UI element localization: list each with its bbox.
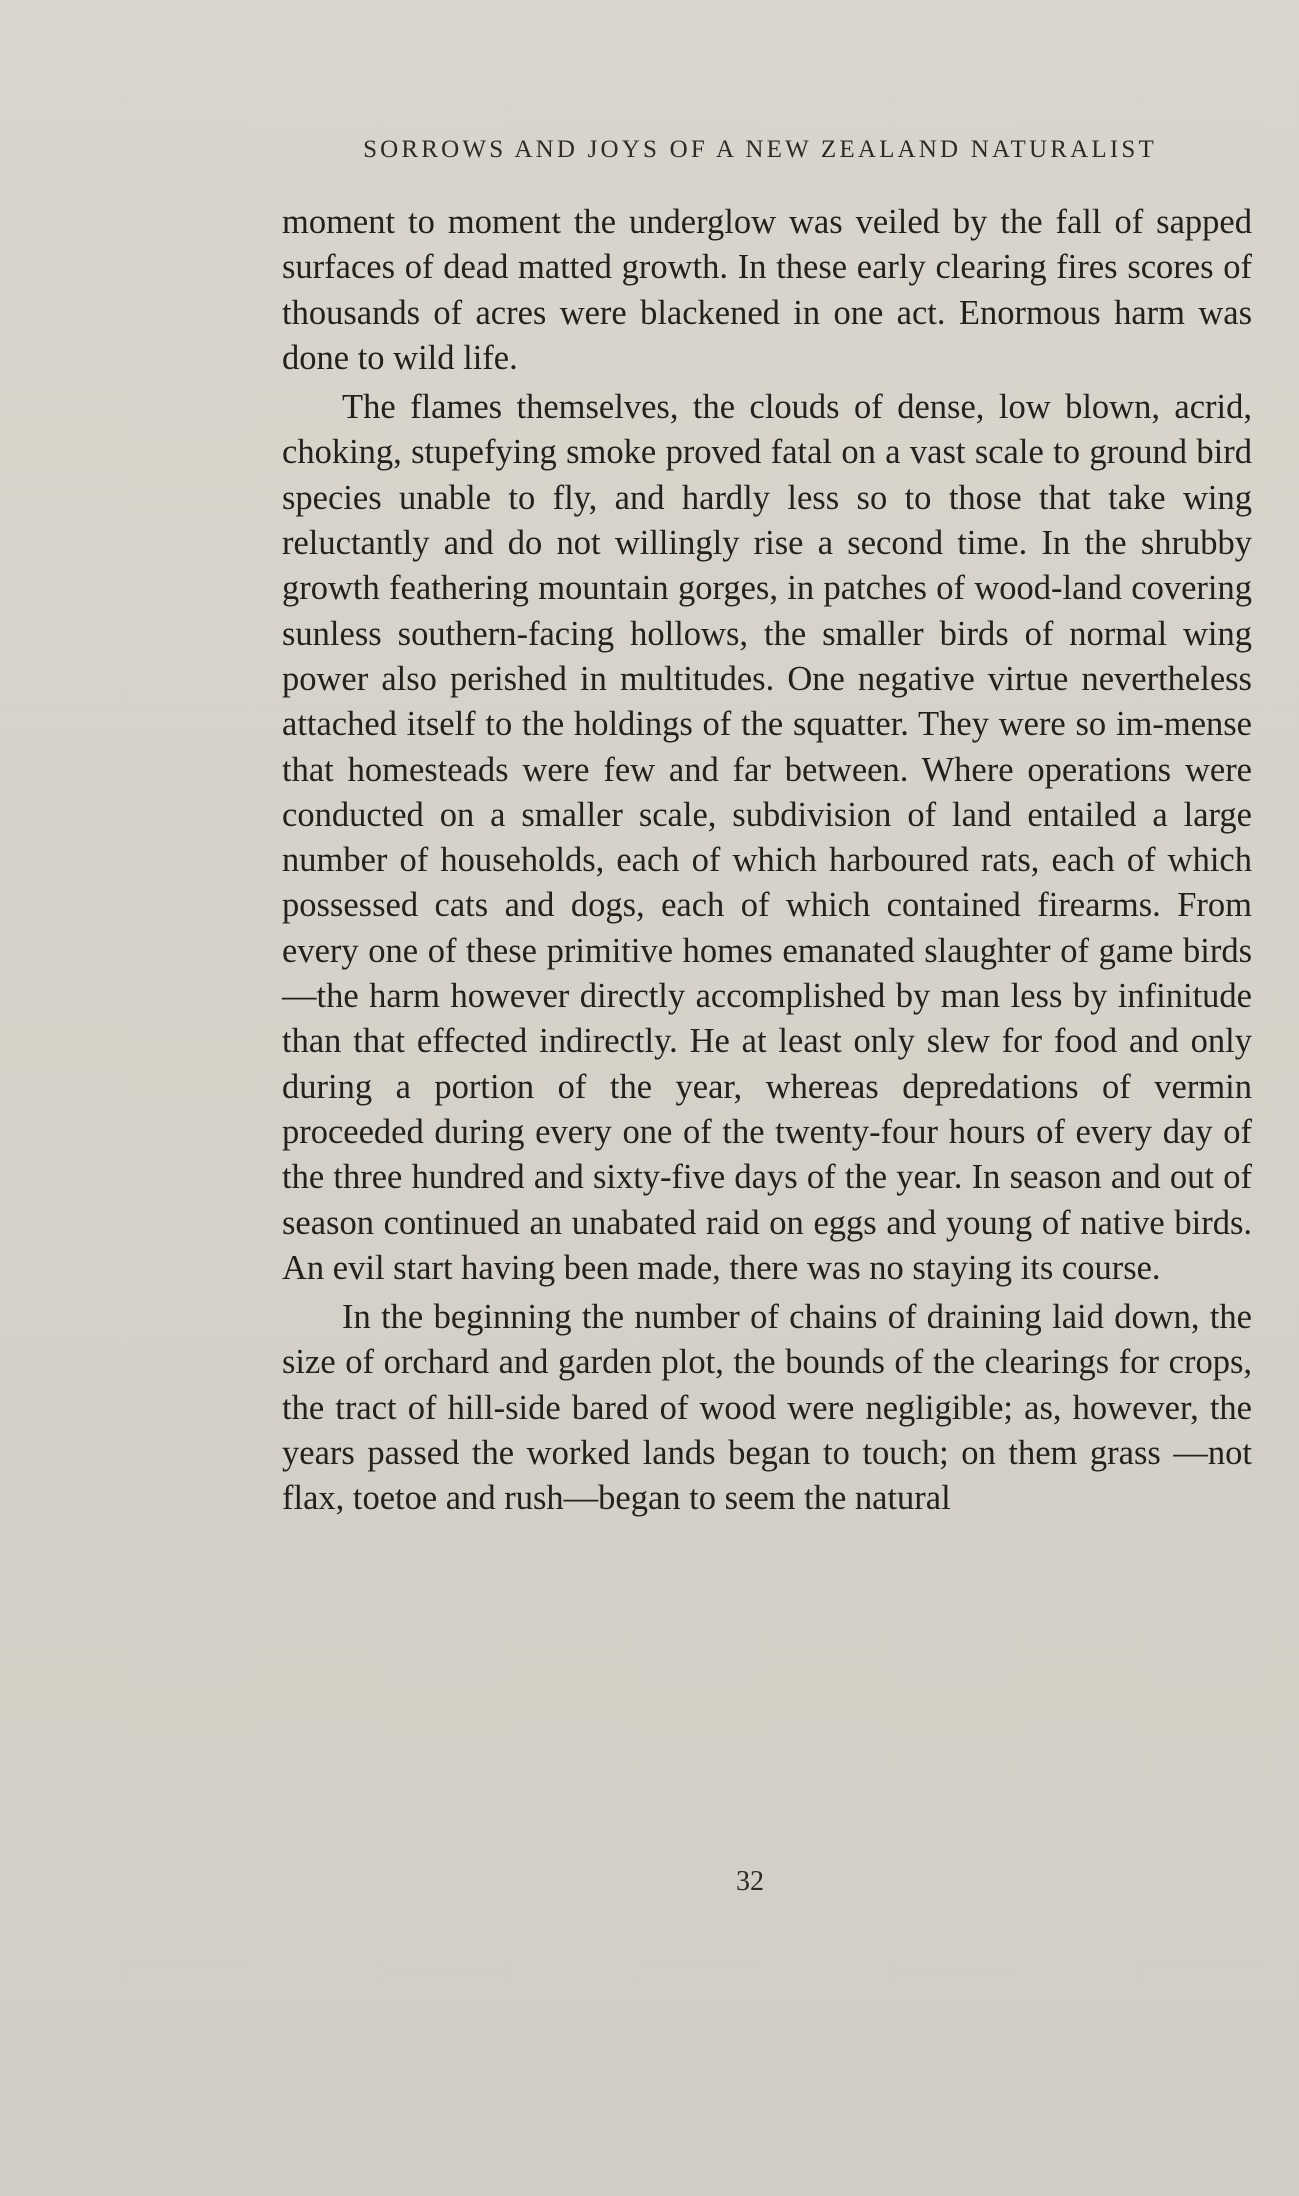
paragraph-flames: The flames themselves, the clouds of dense, low blown, acrid, choking, stupefying smoke proved fatal on a vast scale to ground bird species unable to fly, and hardly less so to those that take wing reluctantly and do not willingly rise a second time. In the shrubby growth feathering mountain gorges, in patches of wood-land covering sunless southern-facing hollows, the smaller birds of normal wing power also perished in multitudes. One negative virtue nevertheless attached itself to the holdings of the squatter. They were so im-mense that homesteads were few and far between. Where operations were conducted on a smaller scale, subdivision of land entailed a large number of households, each of which harboured rats, each of which possessed cats and dogs, each of which contained firearms. From every one of these primitive homes emanated slaughter of game birds—the harm however directly accomplished by man less by infinitude than that effected indirectly. He at least only slew for food and only during a portion of the year, whereas depredations of vermin proceeded during every one of the twenty-four hours of every day of the three hundred and sixty-five days of the year. In season and out of season continued an unabated raid on eggs and young of native birds. An evil start having been made, there was no staying its course. — [282, 388, 1252, 1287]
paragraph-beginning: In the beginning the number of chains of draining laid down, the size of orchard and garden plot, the bounds of the clearings for crops, the tract of hill-side bared of wood were negligible; as, however, the years passed the worked lands began to touch; on them grass —not flax, toetoe and rush—began to seem the natural — [282, 1298, 1252, 1518]
running-head: SORROWS AND JOYS OF A NEW ZEALAND NATURALIST — [363, 136, 1157, 163]
body-text — [282, 200, 1252, 1522]
paragraph-continuation: moment to moment the underglow was veiled by the fall of sapped surfaces of dead matted growth. In these early clearing fires scores of thousands of acres were blackened in one act. Enormous harm was done to wild life. — [282, 203, 1252, 377]
page-number: 32 — [736, 1866, 764, 1897]
